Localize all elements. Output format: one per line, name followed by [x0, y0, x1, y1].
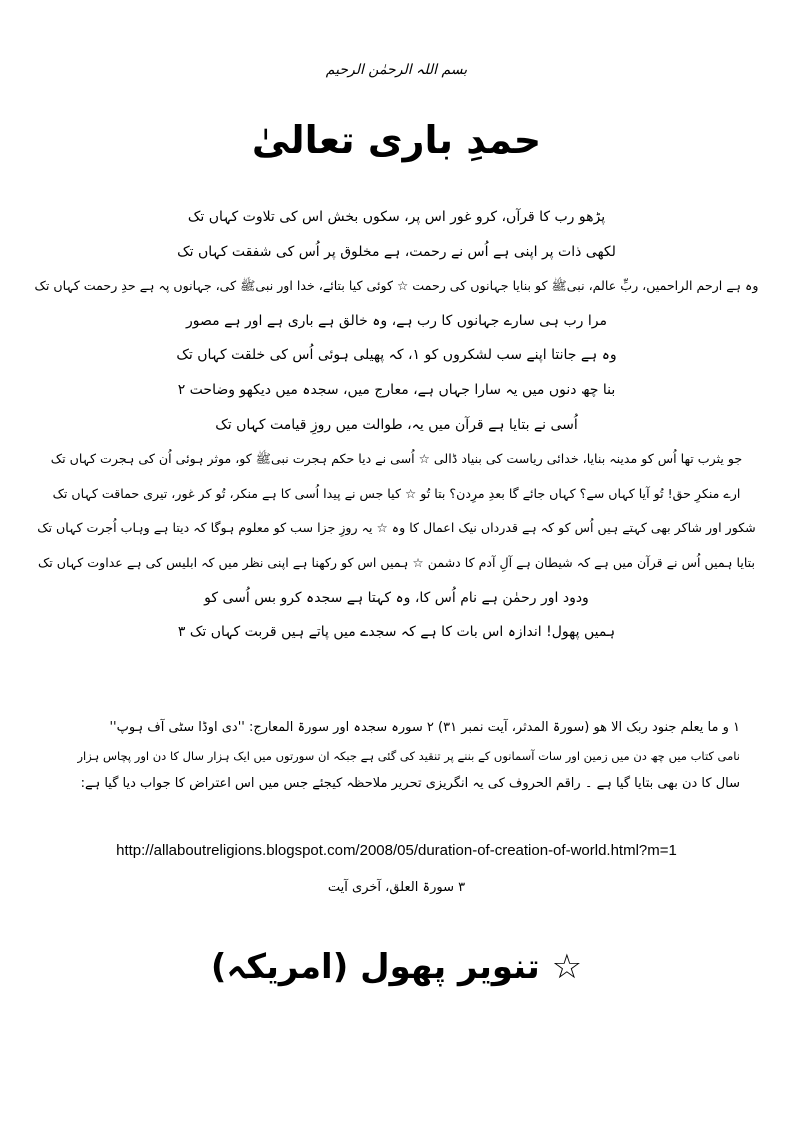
verse-line: وہ ہے ارحم الراحمیں، ربِّ عالم، نبیﷺ کو بنایا جہانوں کی رحمت ☆ کوئی کیا بتائے، خدا اور نبیﷺ کی، جہانوں پہ ہے حدِ رحمت کہاں تک	[34, 278, 759, 294]
verse-line: ارے منکرِ حق! تُو آیا کہاں سے؟ کہاں جائے گا بعدِ مرِدن؟ بتا تُو ☆ کیا جس نے پیدا اُسی کا ہے منکر، تُو کر غور، تیری حماقت کہاں تک	[52, 485, 741, 501]
footnote-line: ١ و ما یعلم جنود ربک الا ھو (سورۃ المدثر، آیت نمبر ٣١) ٢ سورہ سجدہ اور سورۃ المعارج: ''دی اوڈا سٹی آف ہوپ''	[109, 720, 740, 735]
verse-line: لکھی ذات پر اپنی ہے اُس نے رحمت، ہے مخلوق پر اُس کی شفقت کہاں تک	[177, 243, 616, 260]
poem-title: حمدِ باری تعالیٰ	[251, 118, 542, 162]
verse-line: بتایا ہمیں اُس نے قرآن میں ہے کہ شیطان ہے آلِ آدم کا دشمن ☆ ہمیں اس کو رکھنا ہے اپنی نظر میں کہ ابلیس کی ہے عداوت کہاں تک	[38, 554, 755, 570]
verse-line: بنا چھ دنوں میں یہ سارا جہاں ہے، معارج میں، سجدہ میں دیکھو وضاحت ٢	[177, 381, 616, 398]
reference-link[interactable]: http://allaboutreligions.blogspot.com/2008/05/duration-of-creation-of-world.html?m=1	[116, 842, 677, 859]
author-signature: ☆ تنویر پھول (امریکہ)	[210, 947, 583, 987]
footnote-line: نامی کتاب میں چھ دن میں زمین اور سات آسمانوں کے بننے پر تنقید کی گئی ہے جبکہ ان سورتوں میں ایک ہزار سال کا دن اور پچاس ہزار	[77, 749, 740, 763]
footnotes	[60, 714, 740, 798]
verse-line: شکور اور شاکر بھی کہتے ہیں اُس کو کہ ہے قدرداں نیک اعمال کا وہ ☆ یہ روزِ جزا سب کو معلوم ہوگا کہ دیتا ہے وہاب اُجرت کہاں تک	[37, 520, 756, 536]
poem-verses	[30, 200, 763, 650]
verse-line: ہمیں پھول! اندازہ اس بات کا ہے کہ سجدے میں پاتے ہیں قربت کہاں تک ٣	[177, 624, 616, 641]
footnote-line: سال کا دن بھی بتایا گیا ہے ۔ راقم الحروف کی یہ انگریزی تحریر ملاحظہ کیجئے جس میں اس اعتراض کا جواب دیا گیا ہے:	[80, 776, 740, 791]
footnote-3: ٣ سورۃ العلق، آخری آیت	[327, 880, 466, 895]
bismillah: بسم اللہ الرحمٰن الرحیم	[325, 62, 468, 78]
verse-line: اُسی نے بتایا ہے قرآن میں یہ، طوالت میں روزِ قیامت کہاں تک	[215, 416, 578, 433]
verse-line: مرا رب ہی سارے جہانوں کا رب ہے، وہ خالق ہے باری ہے اور ہے مصور	[186, 312, 607, 329]
verse-line: جو یثرب تھا اُس کو مدینہ بنایا، خدائی ریاست کی بنیاد ڈالی ☆ اُسی نے دیا حکم ہجرت نبیﷺ کو، موثر ہوئی اُن کی ہجرت کہاں تک	[50, 451, 743, 467]
verse-line: وہ ہے جانتا اپنے سب لشکروں کو ١، کہ پھیلی ہوئی اُس کی خلقت کہاں تک	[176, 347, 617, 364]
verse-line: پڑھو رب کا قرآں، کرو غور اس پر، سکوں بخش اس کی تلاوت کہاں تک	[187, 209, 606, 225]
verse-line: ودود اور رحمٰن ہے نام اُس کا، وہ کہتا ہے سجدہ کرو بس اُسی کو	[204, 589, 589, 606]
